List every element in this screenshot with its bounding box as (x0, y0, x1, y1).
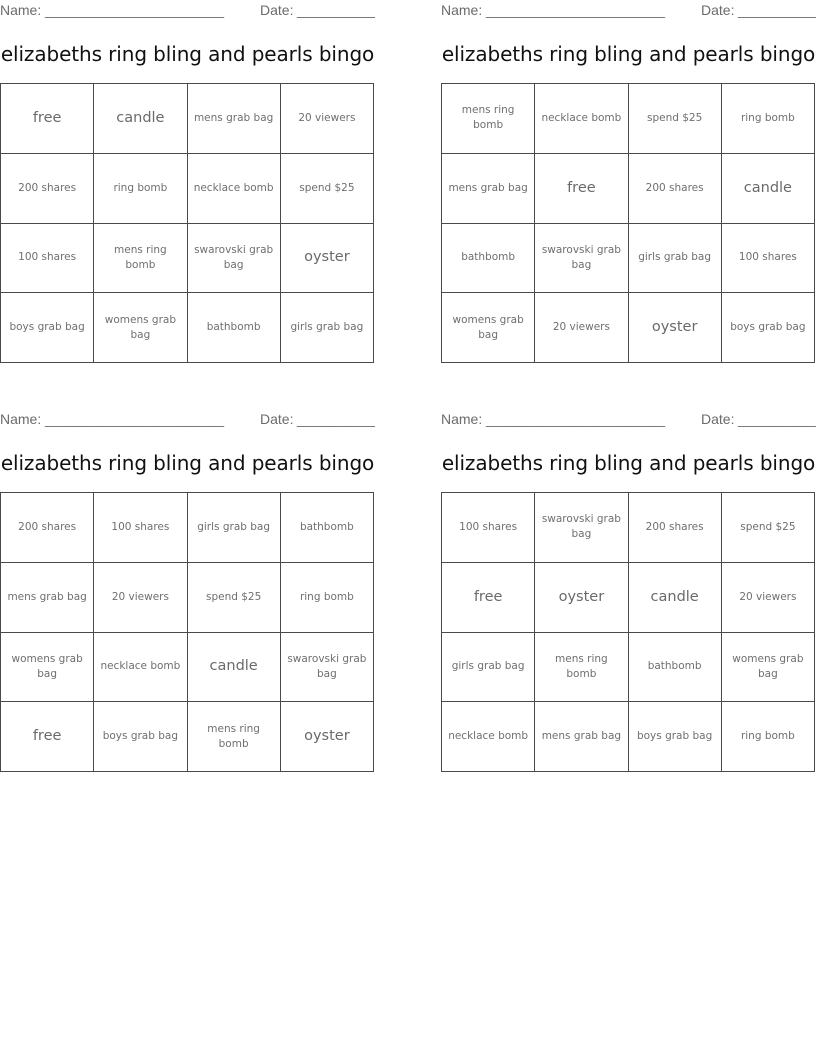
bingo-cell: boys grab bag (628, 702, 721, 772)
bingo-cell: spend $25 (187, 562, 280, 632)
grid-row (442, 493, 815, 563)
card-title: elizabeths ring bling and pearls bingo (0, 42, 375, 66)
bingo-cell: 20 viewers (280, 84, 373, 154)
bingo-cell: oyster (280, 223, 373, 293)
grid-row (1, 493, 374, 563)
bingo-cell: 100 shares (442, 493, 535, 563)
bingo-cell: free (442, 562, 535, 632)
name-blank: _______________________ (45, 411, 225, 427)
name-date-row (0, 411, 375, 429)
bingo-cell: ring bomb (721, 84, 814, 154)
grid-row (442, 562, 815, 632)
grid-row (442, 223, 815, 293)
bingo-cell: candle (94, 84, 187, 154)
grid-row (442, 153, 815, 223)
bingo-cell: girls grab bag (280, 293, 373, 363)
grid-row (442, 293, 815, 363)
name-blank: _______________________ (45, 2, 225, 18)
name-date-row (0, 2, 375, 20)
bingo-cell: oyster (535, 562, 628, 632)
bingo-cell: 20 viewers (535, 293, 628, 363)
bingo-cell: girls grab bag (187, 493, 280, 563)
bingo-cell: ring bomb (721, 702, 814, 772)
bingo-cell: 200 shares (628, 153, 721, 223)
date-blank: __________ (738, 2, 816, 18)
grid-row (1, 632, 374, 702)
grid-row (442, 702, 815, 772)
bingo-cell: girls grab bag (442, 632, 535, 702)
name-blank: _______________________ (486, 2, 666, 18)
name-date-row (441, 2, 816, 20)
name-label: Name: (441, 2, 483, 18)
bingo-cell: mens grab bag (442, 153, 535, 223)
date-label: Date: (260, 411, 294, 427)
bingo-cell: bathbomb (628, 632, 721, 702)
bingo-grid (0, 83, 374, 363)
grid-row (1, 153, 374, 223)
grid-row (442, 632, 815, 702)
date-blank: __________ (297, 2, 375, 18)
bingo-cell: 20 viewers (94, 562, 187, 632)
bingo-cell: spend $25 (280, 153, 373, 223)
bingo-cell: swarovski grab bag (187, 223, 280, 293)
bingo-cell: mens grab bag (187, 84, 280, 154)
bingo-cell: mens ring bomb (442, 84, 535, 154)
bingo-cell: boys grab bag (721, 293, 814, 363)
bingo-cell: candle (628, 562, 721, 632)
bingo-grid (441, 492, 815, 772)
bingo-cell: free (1, 702, 94, 772)
bingo-cell: ring bomb (94, 153, 187, 223)
bingo-cell: candle (187, 632, 280, 702)
name-blank: _______________________ (486, 411, 666, 427)
bingo-cell: 200 shares (628, 493, 721, 563)
bingo-cell: boys grab bag (1, 293, 94, 363)
date-blank: __________ (738, 411, 816, 427)
date-label: Date: (701, 2, 735, 18)
bingo-cell: ring bomb (280, 562, 373, 632)
bingo-cell: 100 shares (94, 493, 187, 563)
bingo-cell: swarovski grab bag (280, 632, 373, 702)
bingo-cell: necklace bomb (187, 153, 280, 223)
grid-row (1, 562, 374, 632)
bingo-cell: 100 shares (1, 223, 94, 293)
bingo-cell: 200 shares (1, 153, 94, 223)
bingo-cell: necklace bomb (94, 632, 187, 702)
bingo-cell: womens grab bag (442, 293, 535, 363)
bingo-cell: oyster (628, 293, 721, 363)
bingo-cell: candle (721, 153, 814, 223)
bingo-cell: oyster (280, 702, 373, 772)
date-label: Date: (260, 2, 294, 18)
bingo-cell: mens grab bag (535, 702, 628, 772)
bingo-cell: free (1, 84, 94, 154)
bingo-cell: bathbomb (280, 493, 373, 563)
bingo-cell: necklace bomb (442, 702, 535, 772)
bingo-cell: swarovski grab bag (535, 493, 628, 563)
date-label: Date: (701, 411, 735, 427)
bingo-cell: womens grab bag (94, 293, 187, 363)
bingo-grid (0, 492, 374, 772)
card-title: elizabeths ring bling and pearls bingo (0, 451, 375, 475)
card-title: elizabeths ring bling and pearls bingo (441, 42, 816, 66)
bingo-cell: necklace bomb (535, 84, 628, 154)
bingo-cell: mens ring bomb (535, 632, 628, 702)
card-title: elizabeths ring bling and pearls bingo (441, 451, 816, 475)
bingo-cell: boys grab bag (94, 702, 187, 772)
name-label: Name: (441, 411, 483, 427)
bingo-cell: 20 viewers (721, 562, 814, 632)
name-label: Name: (0, 411, 42, 427)
grid-row (1, 84, 374, 154)
bingo-cell: bathbomb (442, 223, 535, 293)
bingo-cell: womens grab bag (1, 632, 94, 702)
bingo-cell: womens grab bag (721, 632, 814, 702)
grid-row (1, 223, 374, 293)
bingo-cell: mens ring bomb (187, 702, 280, 772)
grid-row (1, 702, 374, 772)
bingo-cell: mens ring bomb (94, 223, 187, 293)
bingo-grid (441, 83, 815, 363)
bingo-cell: spend $25 (721, 493, 814, 563)
date-blank: __________ (297, 411, 375, 427)
grid-row (1, 293, 374, 363)
bingo-cell: 200 shares (1, 493, 94, 563)
grid-row (442, 84, 815, 154)
bingo-cell: 100 shares (721, 223, 814, 293)
name-date-row (441, 411, 816, 429)
bingo-cell: mens grab bag (1, 562, 94, 632)
name-label: Name: (0, 2, 42, 18)
bingo-cell: swarovski grab bag (535, 223, 628, 293)
bingo-cell: girls grab bag (628, 223, 721, 293)
bingo-cell: spend $25 (628, 84, 721, 154)
bingo-cell: bathbomb (187, 293, 280, 363)
bingo-cell: free (535, 153, 628, 223)
